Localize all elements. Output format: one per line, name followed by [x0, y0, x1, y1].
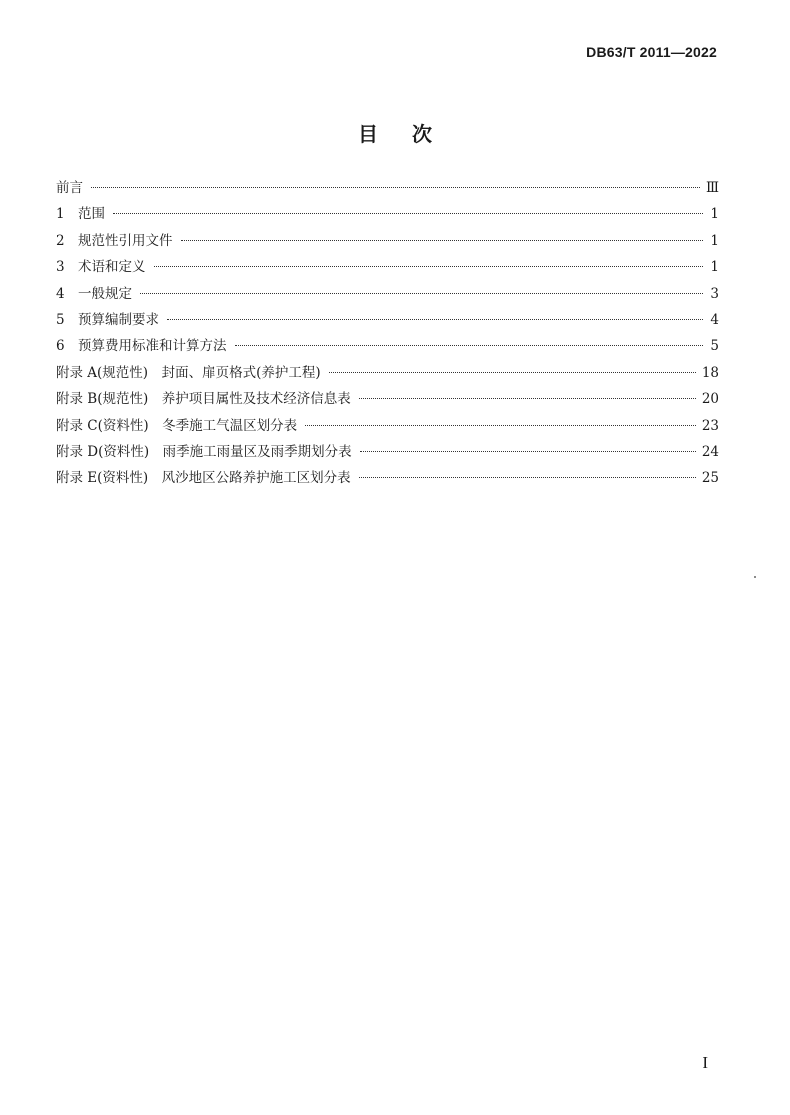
toc-leader: [360, 451, 696, 452]
toc-leader: [181, 240, 704, 241]
toc-entry-appendix-b[interactable]: [56, 387, 719, 413]
toc-entry-appendix-e[interactable]: [56, 466, 719, 492]
toc-page: 1: [710, 259, 719, 276]
toc-label: 范围: [78, 206, 105, 223]
toc-label: 一般规定: [78, 285, 132, 302]
toc-entry-terms-definitions[interactable]: [56, 255, 719, 281]
toc-number: 3: [56, 259, 65, 276]
page-number: I: [702, 1053, 708, 1072]
page-title: 目次: [358, 122, 466, 146]
toc-number: 2: [56, 232, 65, 249]
toc-page: 1: [710, 206, 719, 223]
toc-label: 附录 D(资料性) 雨季施工雨量区及雨季期划分表: [56, 443, 352, 460]
toc-leader: [305, 425, 696, 426]
toc-entry-scope[interactable]: [56, 202, 719, 228]
toc-number: 1: [56, 206, 65, 223]
standard-code: DB63/T 2011—2022: [586, 44, 717, 60]
toc-leader: [359, 398, 696, 399]
toc-leader: [113, 213, 703, 214]
toc-entry-appendix-c[interactable]: [56, 414, 719, 440]
toc-entry-general-provisions[interactable]: [56, 282, 719, 308]
toc-label: 附录 E(资料性) 风沙地区公路养护施工区划分表: [56, 470, 351, 487]
toc-entry-appendix-d[interactable]: [56, 440, 719, 466]
toc-page: 5: [710, 338, 719, 355]
scan-speck: [754, 576, 756, 578]
toc-page: 20: [701, 391, 719, 408]
toc-leader: [154, 266, 704, 267]
toc-entry-normative-references[interactable]: [56, 229, 719, 255]
toc-page: 1: [710, 232, 719, 249]
toc-page: 18: [701, 364, 719, 381]
toc-page: 23: [701, 417, 719, 434]
toc-leader: [91, 187, 700, 188]
toc-entry-cost-standards[interactable]: [56, 334, 719, 360]
toc-leader: [235, 345, 704, 346]
table-of-contents: [56, 176, 719, 493]
toc-number: 6: [56, 338, 65, 355]
toc-leader: [140, 293, 703, 294]
toc-entry-budget-requirements[interactable]: [56, 308, 719, 334]
toc-leader: [359, 477, 696, 478]
toc-leader: [329, 372, 696, 373]
toc-label: 预算编制要求: [78, 311, 159, 328]
toc-label: 规范性引用文件: [78, 232, 173, 249]
toc-number: 4: [56, 285, 65, 302]
toc-page: 24: [701, 443, 719, 460]
toc-page: 25: [701, 470, 719, 487]
toc-entry-foreword[interactable]: [56, 176, 719, 202]
toc-label: 附录 B(规范性) 养护项目属性及技术经济信息表: [56, 391, 351, 408]
toc-entry-appendix-a[interactable]: [56, 361, 719, 387]
toc-page: 3: [710, 285, 719, 302]
toc-page: Ⅲ: [705, 180, 719, 196]
toc-label: 附录 C(资料性) 冬季施工气温区划分表: [56, 417, 298, 434]
toc-number: 5: [56, 311, 65, 328]
toc-label: 前言: [56, 180, 83, 196]
toc-label: 附录 A(规范性) 封面、扉页格式(养护工程): [56, 364, 321, 381]
toc-label: 预算费用标准和计算方法: [78, 338, 227, 355]
toc-label: 术语和定义: [78, 259, 146, 276]
toc-leader: [167, 319, 703, 320]
toc-page: 4: [710, 311, 719, 328]
